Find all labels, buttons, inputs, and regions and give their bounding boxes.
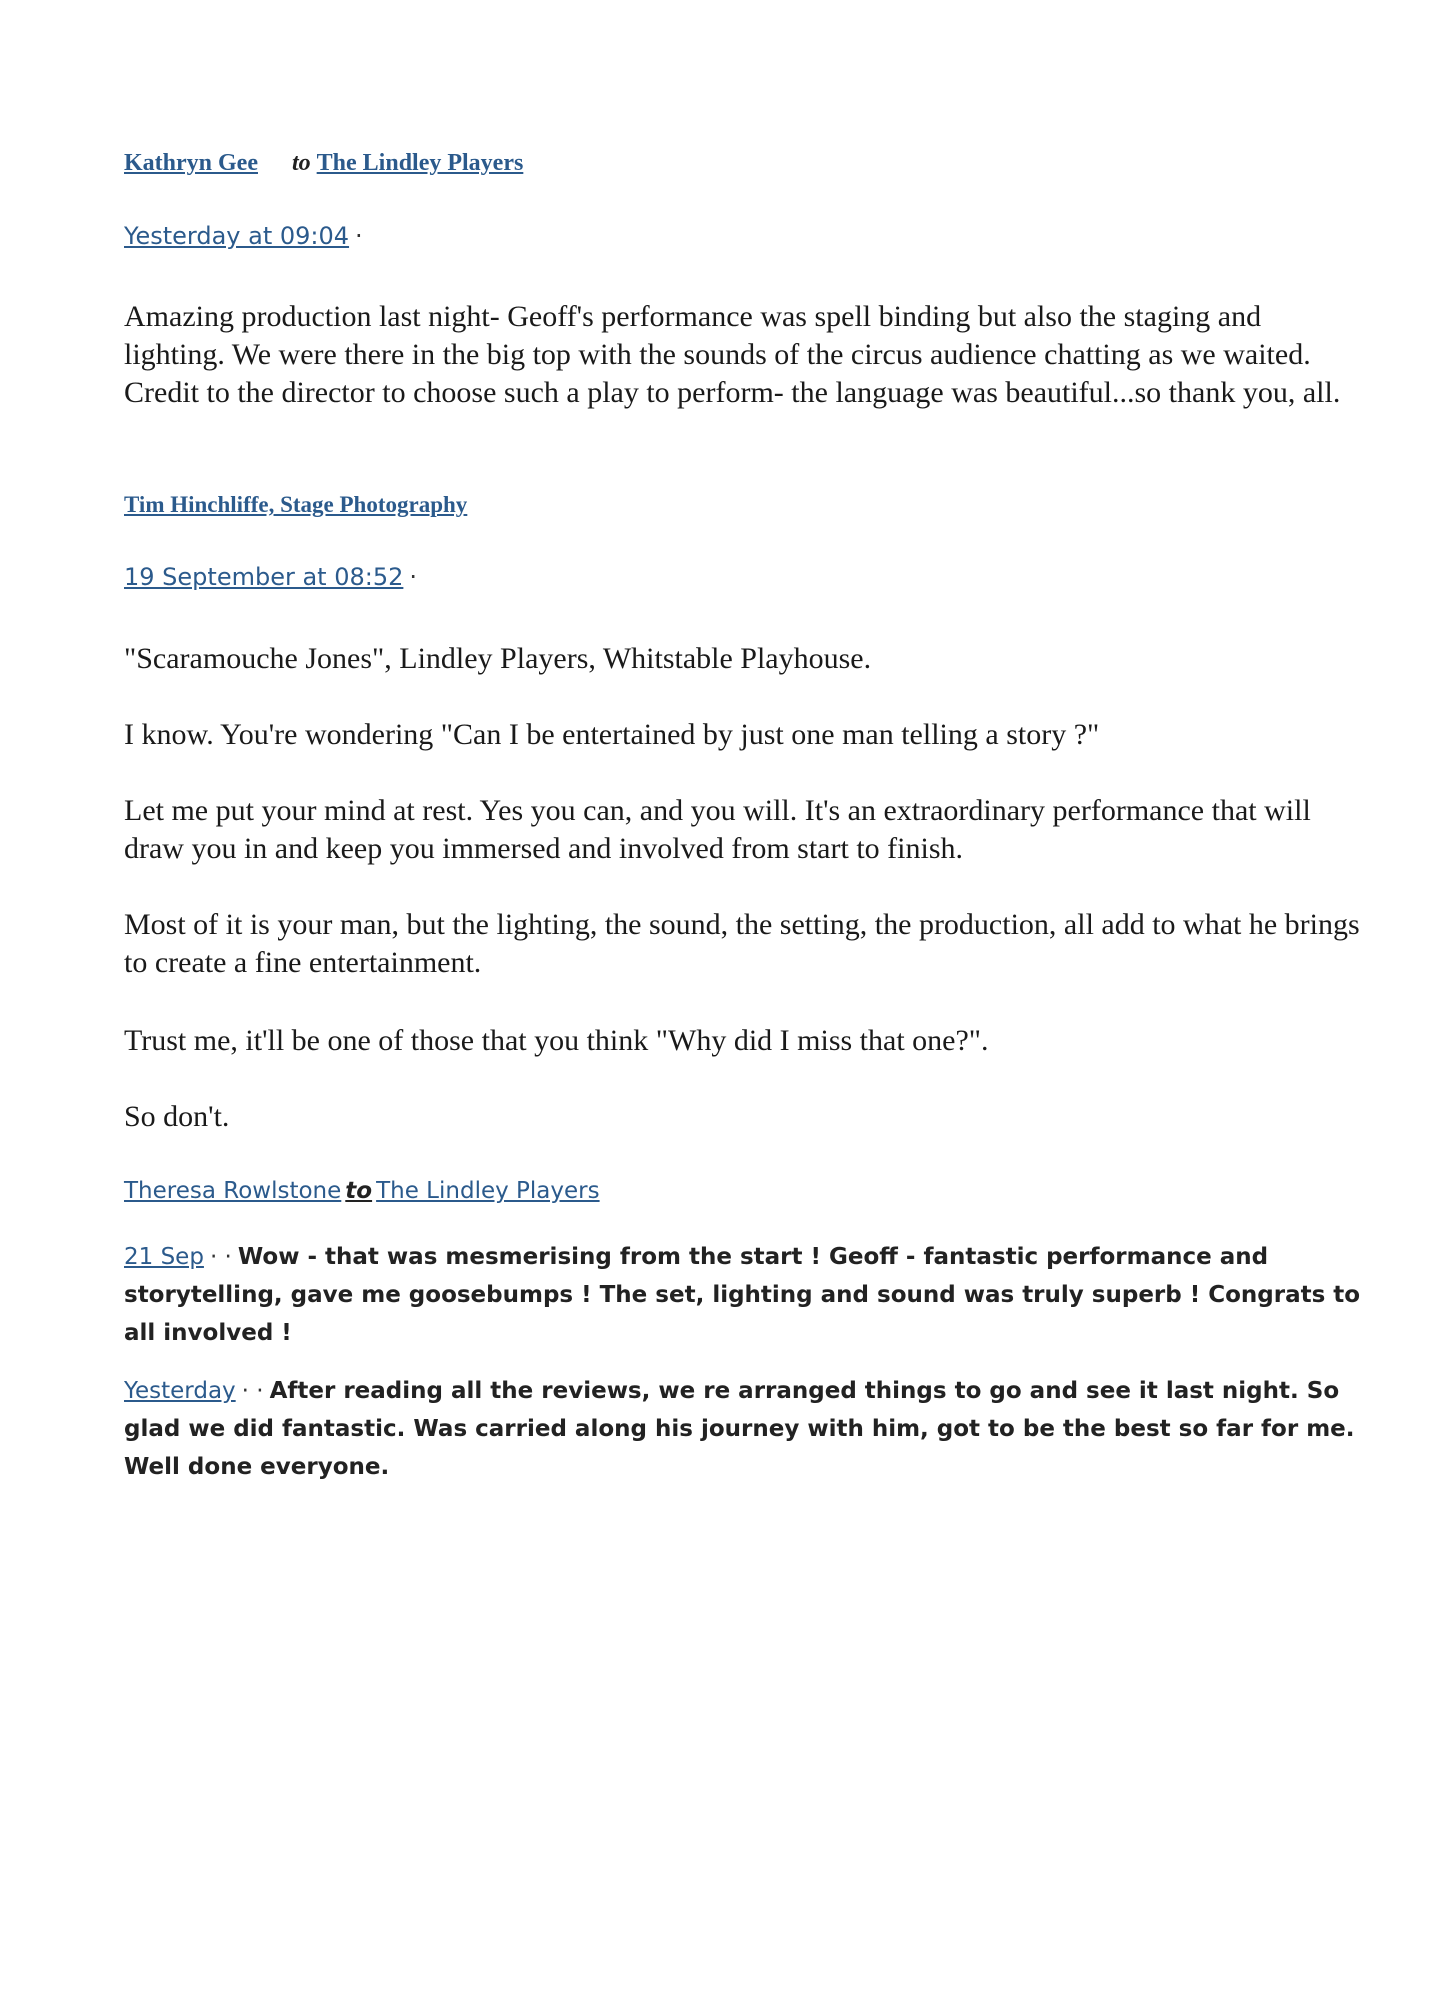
post-body: Amazing production last night- Geoff's performance was spell binding but also the staging and lighting. We were there in the big top with the sounds of the circus audience chatting as we waited. Credit to the director to choose such a play to perform- the language was beautiful...so thank you, all. xyxy=(124,300,1341,409)
to-label: to xyxy=(345,1178,373,1204)
page-link[interactable]: The Lindley Players xyxy=(316,150,524,176)
separator-dot: · xyxy=(409,563,418,591)
author-link[interactable]: Kathryn Gee xyxy=(124,150,258,176)
separator-dot: · xyxy=(355,222,363,250)
post-timestamp-row xyxy=(124,222,363,250)
post-header xyxy=(124,150,523,177)
comment-text: Wow - that was mesmerising from the start ! Geoff - fantastic performance and storytelling, gave me goosebumps ! The set, lighting and sound was truly superb ! Congrats to all involved ! xyxy=(124,1244,1361,1346)
author-link[interactable]: Tim Hinchliffe, Stage Photography xyxy=(124,492,468,517)
page-link[interactable]: The Lindley Players xyxy=(376,1178,600,1204)
post-paragraph: So don't. xyxy=(124,1100,230,1133)
post-header xyxy=(124,492,467,518)
to-label: to xyxy=(291,150,311,176)
separator-dots: · · xyxy=(241,1378,264,1404)
author-link[interactable]: Theresa Rowlstone xyxy=(124,1178,342,1204)
comment xyxy=(124,1372,1374,1486)
separator-dots: · · xyxy=(209,1244,232,1270)
post-paragraph: Trust me, it'll be one of those that you think "Why did I miss that one?". xyxy=(124,1024,989,1057)
post-paragraph: Most of it is your man, but the lighting, the sound, the setting, the production, all add to what he brings to create a fine entertainment. xyxy=(124,908,1360,979)
post-paragraph: Let me put your mind at rest. Yes you can, and you will. It's an extraordinary performance that will draw you in and keep you immersed and involved from start to finish. xyxy=(124,794,1311,865)
comment-timestamp-link[interactable]: 21 Sep xyxy=(124,1244,204,1270)
post-paragraph: "Scaramouche Jones", Lindley Players, Whitstable Playhouse. xyxy=(124,642,872,675)
post-timestamp-row xyxy=(124,563,417,591)
comment-timestamp-link[interactable]: Yesterday xyxy=(124,1378,236,1404)
timestamp-link[interactable]: Yesterday at 09:04 xyxy=(124,222,350,250)
timestamp-link[interactable]: 19 September at 08:52 xyxy=(124,563,404,591)
post-paragraph: I know. You're wondering "Can I be entertained by just one man telling a story ?" xyxy=(124,718,1100,751)
comment xyxy=(124,1238,1374,1352)
comment-text: After reading all the reviews, we re arranged things to go and see it last night. So glad we did fantastic. Was carried along his journey with him, got to be the best so far for me. Well done everyone. xyxy=(124,1378,1355,1480)
post-header xyxy=(124,1178,600,1204)
